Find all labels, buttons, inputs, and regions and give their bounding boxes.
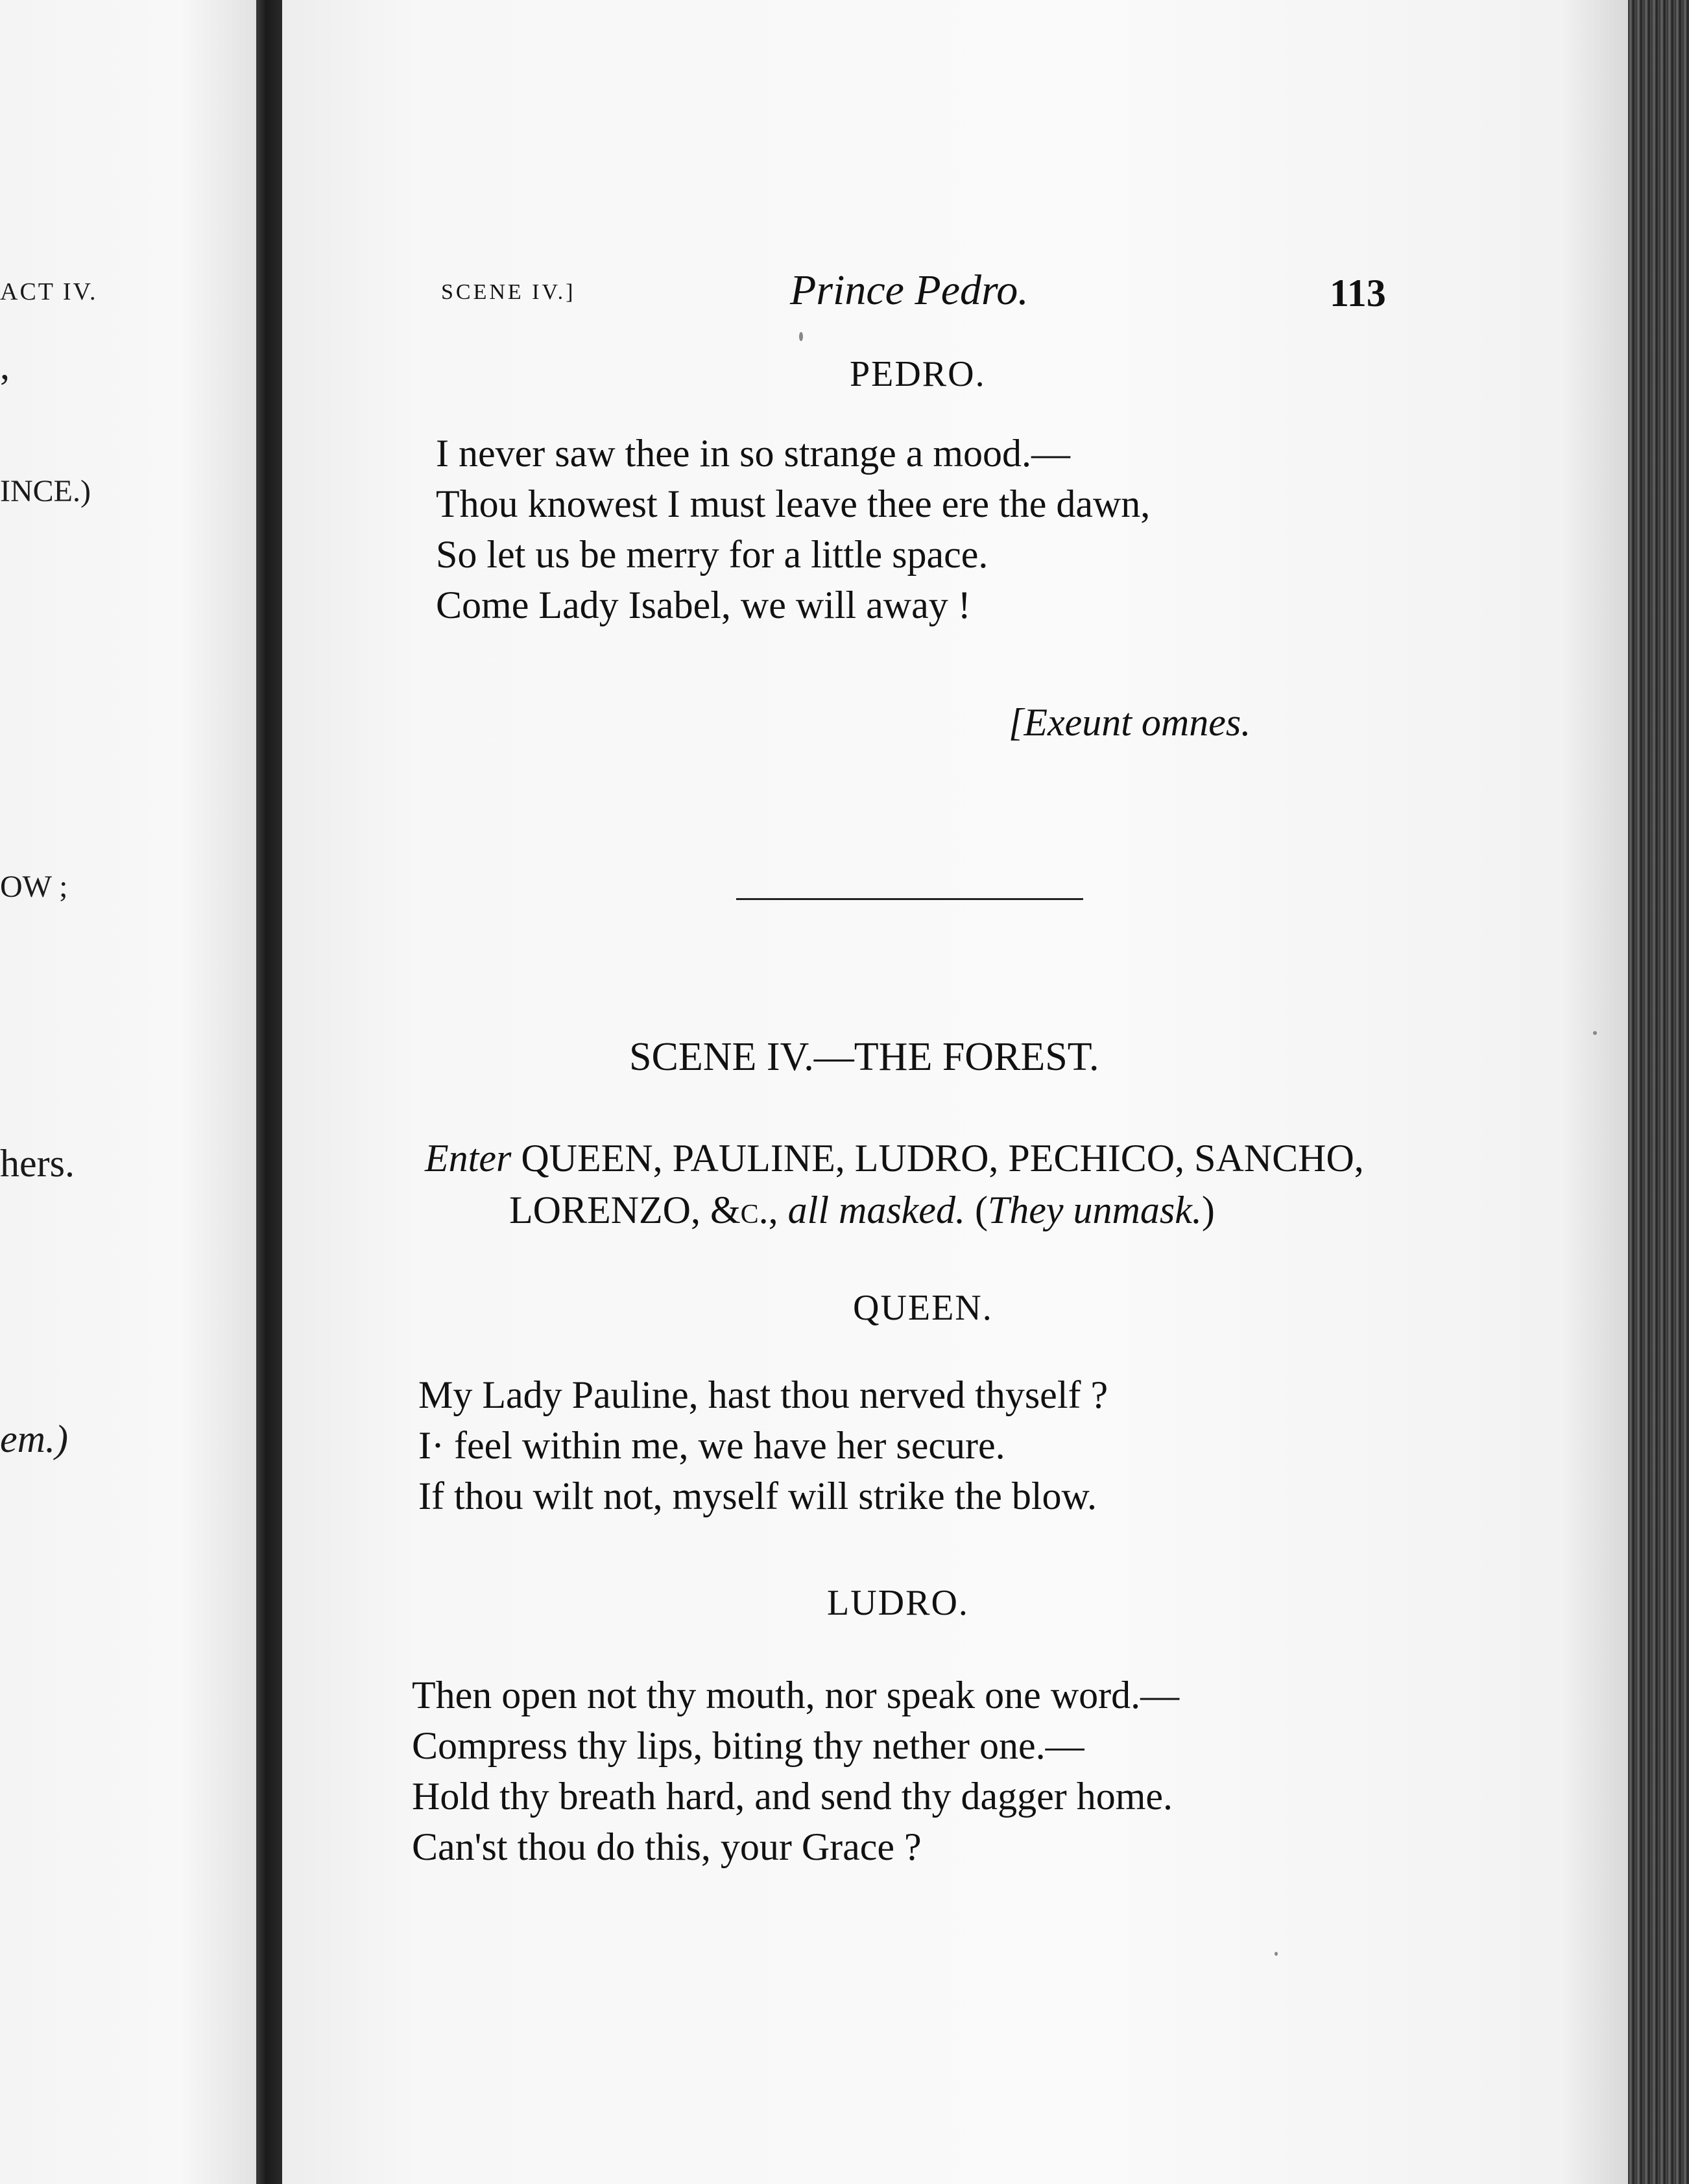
entry-unmask-note: They unmask. — [987, 1189, 1202, 1231]
scene-heading-prefix: SCENE IV. — [629, 1035, 814, 1079]
entry-masked-note: all masked. — [778, 1189, 965, 1231]
verse-line: My Lady Pauline, hast thou nerved thyself ? — [418, 1373, 1108, 1416]
verse-line: I never saw thee in so strange a mood.— — [436, 432, 1071, 475]
left-facing-page — [0, 0, 256, 2184]
verse-line: Then open not thy mouth, nor speak one word.— — [412, 1674, 1180, 1716]
speaker-queen: QUEEN. — [853, 1288, 993, 1328]
verse-block — [436, 428, 1150, 630]
left-page-fragment: ACT IV. — [0, 278, 98, 305]
paper-speck — [1593, 1031, 1597, 1035]
verse-line: Compress thy lips, biting thy nether one.— — [412, 1724, 1084, 1767]
paper-speck — [1275, 1952, 1278, 1956]
entry-character-list-cont: LORENZO, &c., — [509, 1189, 778, 1231]
page-title: Prince Pedro. — [790, 267, 1029, 314]
section-divider — [736, 898, 1083, 900]
left-page-fragment: INCE.) — [0, 474, 91, 508]
paren-close: ) — [1201, 1189, 1215, 1231]
stage-direction-exeunt — [1009, 700, 1251, 745]
verse-line: Thou knowest I must leave thee ere the dawn, — [436, 482, 1151, 525]
verse-block — [418, 1370, 1108, 1521]
verse-line: Can'st thou do this, your Grace ? — [412, 1825, 922, 1868]
entry-direction-line-2 — [509, 1188, 1215, 1233]
verse-line: Come Lady Isabel, we will away ! — [436, 584, 971, 626]
entry-character-list: QUEEN, PAULINE, LUDRO, PECHICO, SANCHO, — [511, 1137, 1364, 1180]
speaker-pedro: PEDRO. — [850, 354, 986, 394]
speaker-ludro: LUDRO. — [827, 1583, 969, 1623]
verse-line: So let us be merry for a little space. — [436, 533, 988, 576]
left-page-fragment: hers. — [0, 1142, 75, 1185]
entry-direction-line-1 — [425, 1136, 1364, 1181]
verse-line: If thou wilt not, myself will strike the blow. — [418, 1475, 1097, 1517]
paren-open: ( — [964, 1189, 988, 1231]
verse-block — [412, 1670, 1179, 1872]
entry-enter-word: Enter — [425, 1137, 512, 1180]
book-gutter — [256, 0, 282, 2184]
page-edges — [1628, 0, 1689, 2184]
verse-line: I· feel within me, we have her secure. — [418, 1424, 1005, 1467]
left-page-fragment: em.) — [0, 1418, 68, 1460]
scene-heading-location: —THE FOREST. — [813, 1035, 1099, 1079]
running-head: SCENE IV.] — [441, 280, 576, 304]
scene-heading — [629, 1034, 1099, 1080]
left-page-fragment: , — [0, 344, 10, 387]
left-page-fragment: OW ; — [0, 870, 68, 904]
paper-speck — [799, 332, 803, 341]
verse-line: Hold thy breath hard, and send thy dagger home. — [412, 1775, 1173, 1818]
page-number: 113 — [1330, 272, 1386, 315]
stage-direction-text: [Exeunt omnes. — [1009, 701, 1251, 744]
